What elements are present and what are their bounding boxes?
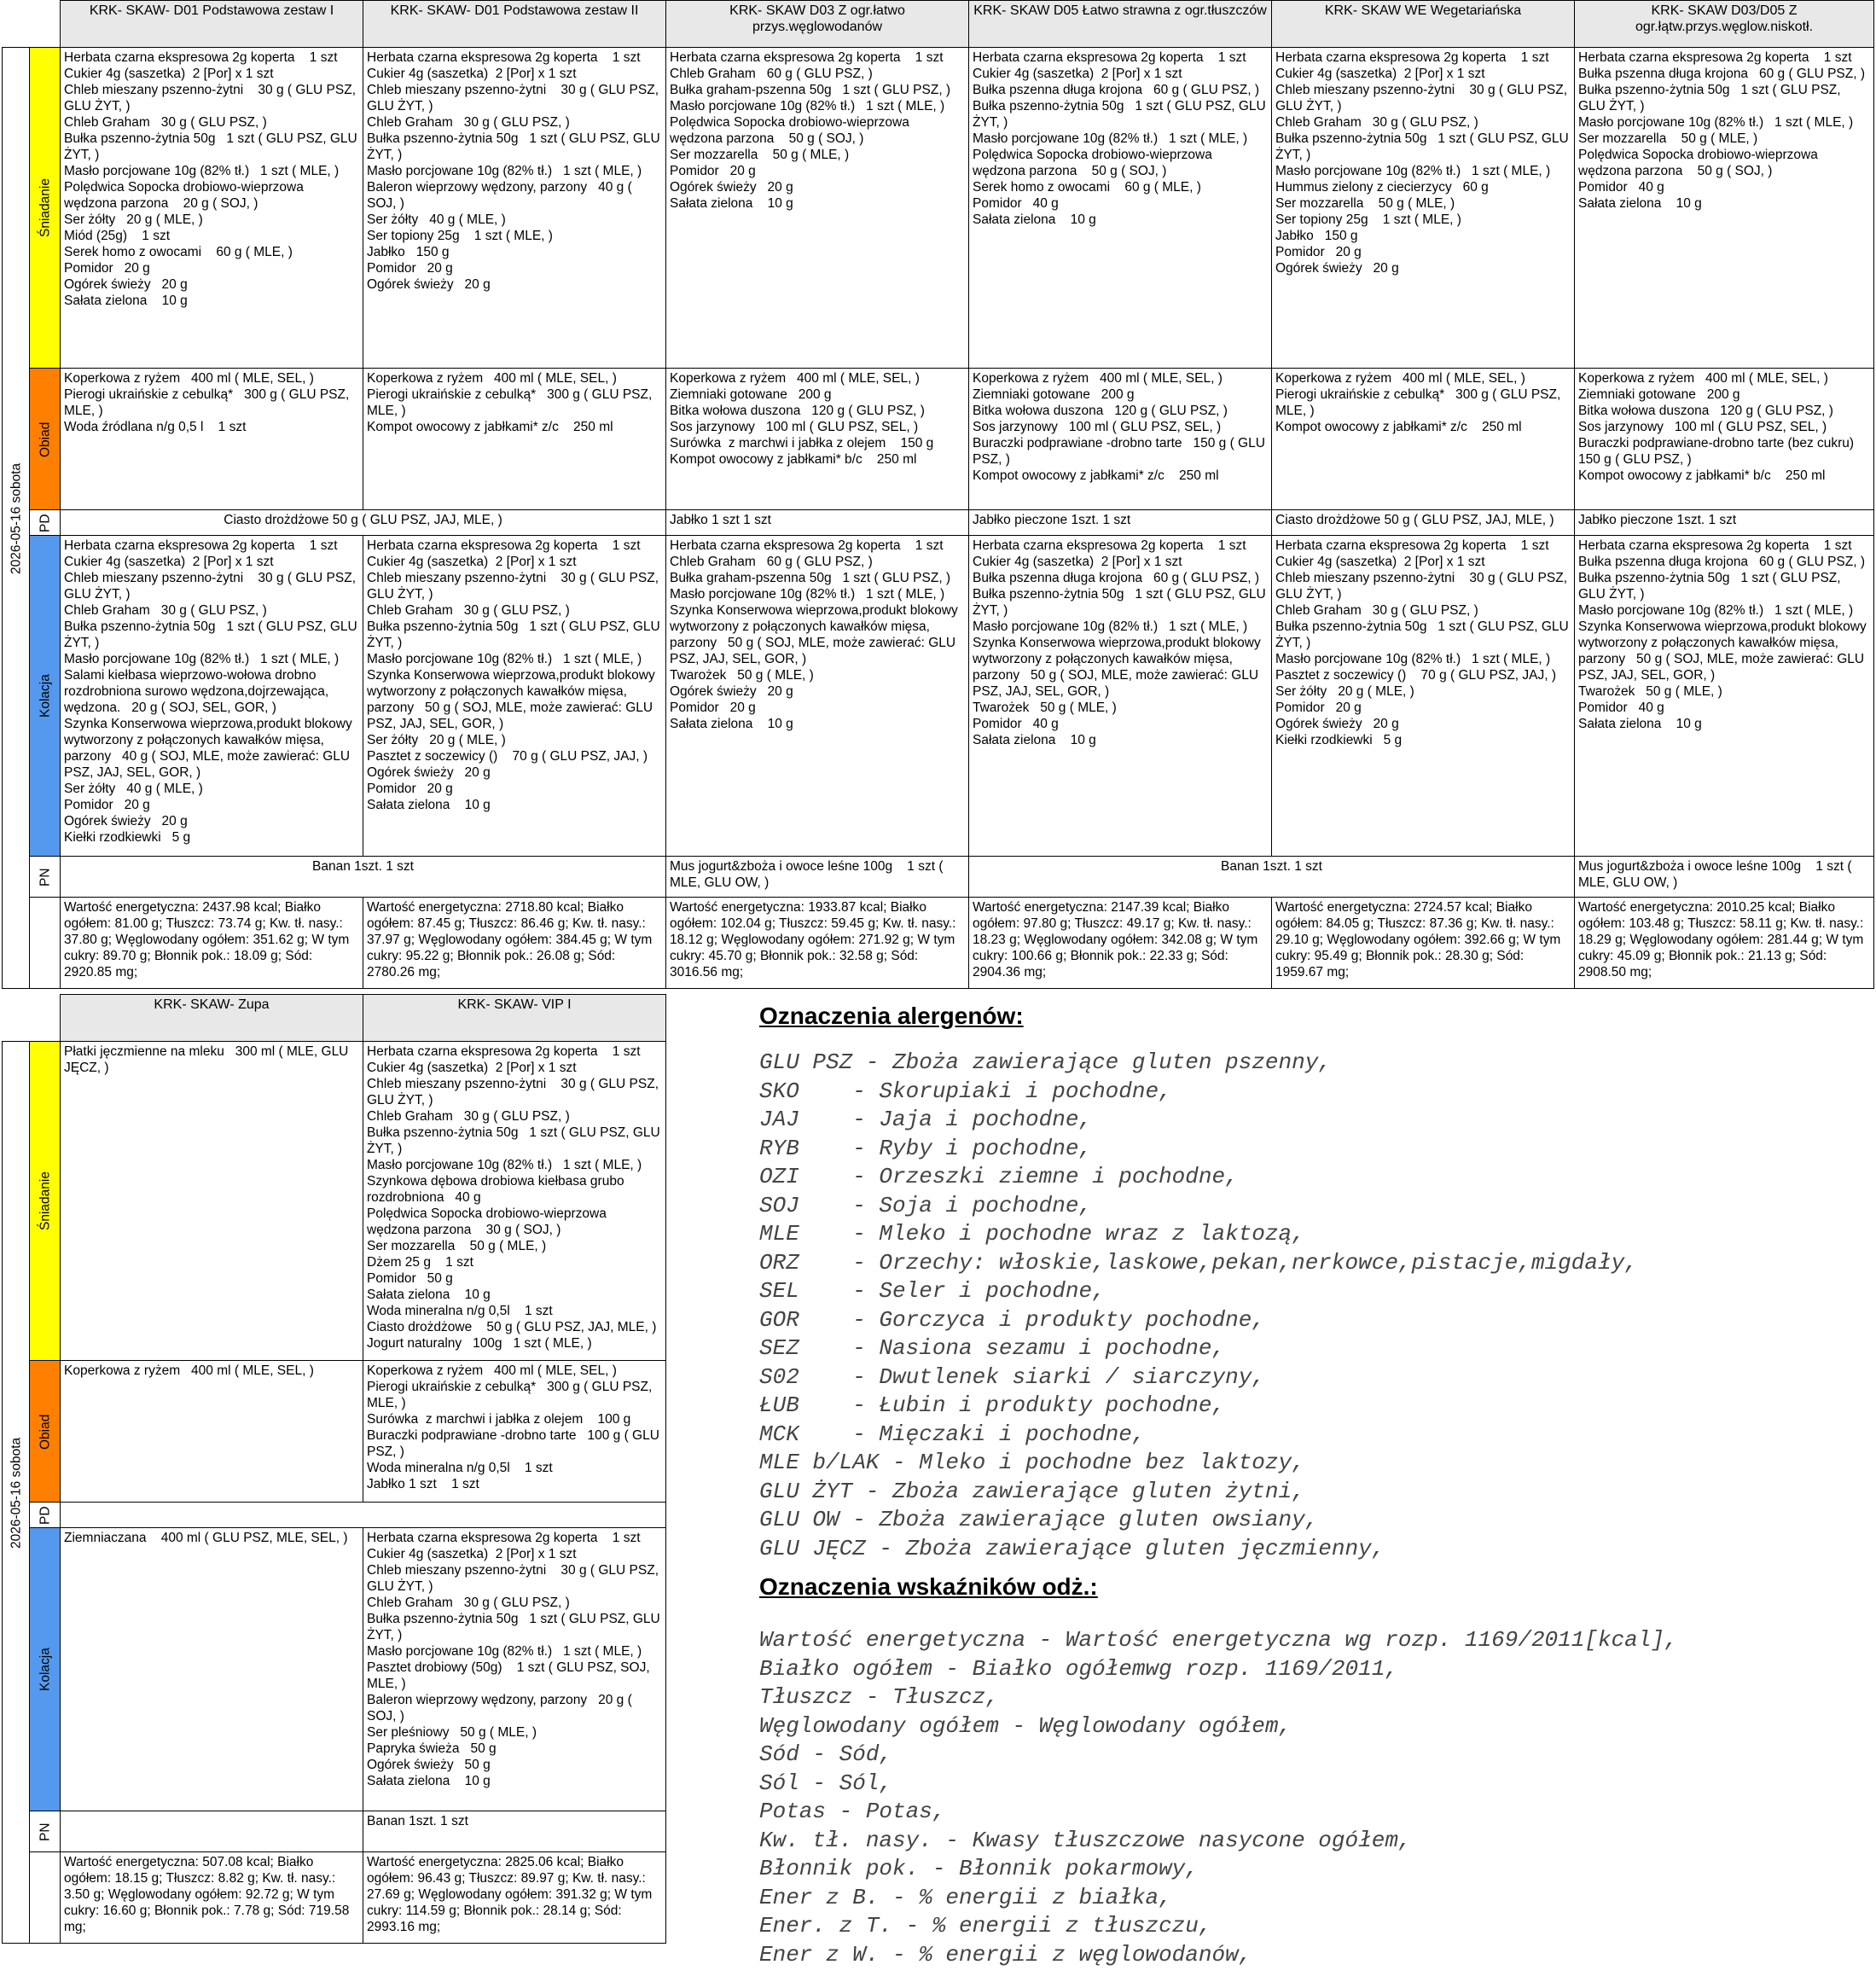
diet-header: KRK- SKAW WE Wegetariańska	[1272, 1, 1575, 48]
menu-cell: Koperkowa z ryżem 400 ml ( MLE, SEL, ) Ziemniaki gotowane 200 g Bitka wołowa duszona 120 g ( GLU PSZ, ) Sos jarzynowy 100 ml ( GLU PSZ, SEL, ) Buraczki podprawiane -drobno tarte 150 g ( GLU PSZ, ) Kompot owocowy z jabłkami* z/c 250 ml	[969, 369, 1272, 510]
header-blank	[3, 1, 30, 48]
header-blank	[30, 995, 61, 1042]
menu-cell	[61, 1503, 666, 1528]
nutrition-cell: Wartość energetyczna: 1933.87 kcal; Białko ogółem: 102.04 g; Tłuszcz: 59.45 g; Kw. tł. nasy.: 18.12 g; Węglowodany ogółem: 271.92 g; W tym cukry: 45.70 g; Błonnik pok.: 32.58 g; Sód: 3016.56 mg;	[666, 898, 969, 989]
menu-cell: Koperkowa z ryżem 400 ml ( MLE, SEL, ) Ziemniaki gotowane 200 g Bitka wołowa duszona 120 g ( GLU PSZ, ) Sos jarzynowy 100 ml ( GLU PSZ, SEL, ) Buraczki podprawiane-drobno tarte (bez cukru) 150 g ( GLU PSZ, ) Kompot owocowy z jabłkami* b/c 250 ml	[1575, 369, 1874, 510]
date-label: 2026-05-16 sobota	[3, 1042, 30, 1944]
menu-cell: Jabłko pieczone 1szt. 1 szt	[969, 510, 1272, 536]
nutrition-cell: Wartość energetyczna: 2147.39 kcal; Białko ogółem: 97.80 g; Tłuszcz: 49.17 g; Kw. tł. nasy.: 18.23 g; Węglowodany ogółem: 342.08 g; W tym cukry: 100.66 g; Błonnik pok.: 22.33 g; Sód: 2904.36 mg;	[969, 898, 1272, 989]
diet-header: KRK- SKAW D03/D05 Z ogr.łątw.przys.węglow.niskotł.	[1575, 1, 1874, 48]
indicators-list: Wartość energetyczna - Wartość energetyczna wg rozp. 1169/2011[kcal], Białko ogółem - Białko ogółemwg rozp. 1169/2011, Tłuszcz - Tłuszcz, Węglowodany ogółem - Węglowodany ogółem, Sód - Sód, Sól - Sól, Potas - Potas, Kw. tł. nasy. - Kwasy tłuszczowe nasycone ogółem, Błonnik pok. - Błonnik pokarmowy, Ener z B. - % energii z białka, Ener. z T. - % energii z tłuszczu, Ener z W. - % energii z węglowodanów,	[759, 1627, 1678, 1968]
menu-cell: Płatki jęczmienne na mleku 300 ml ( MLE, GLU JĘCZ, )	[61, 1042, 363, 1361]
menu-cell: Jabłko pieczone 1szt. 1 szt	[1575, 510, 1874, 536]
meal-label-dinner: Kolacja	[30, 1528, 61, 1811]
indicators-title: Oznaczenia wskaźników odż.:	[759, 1573, 1098, 1600]
menu-cell: Herbata czarna ekspresowa 2g koperta 1 szt Cukier 4g (saszetka) 2 [Por] x 1 szt Bułka pszenna długa krojona 60 g ( GLU PSZ, ) Bułka pszenno-żytnia 50g 1 szt ( GLU PSZ, GLU ŻYT, ) Masło porcjowane 10g (82% tł.) 1 szt ( MLE, ) Polędwica Sopocka drobiowo-wieprzowa wędzona parzona 50 g ( SOJ, ) Serek homo z owocami 60 g ( MLE, ) Pomidor 40 g Sałata zielona 10 g	[969, 48, 1272, 369]
meal-label-snack: PD	[30, 510, 61, 536]
nutrition-cell: Wartość energetyczna: 2010.25 kcal; Białko ogółem: 103.48 g; Tłuszcz: 58.11 g; Kw. tł. nasy.: 18.29 g; Węglowodany ogółem: 281.44 g; W tym cukry: 45.09 g; Błonnik pok.: 21.13 g; Sód: 2908.50 mg;	[1575, 898, 1874, 989]
menu-cell: Koperkowa z ryżem 400 ml ( MLE, SEL, ) Pierogi ukraińskie z cebulką* 300 g ( GLU PSZ, MLE, ) Woda źródlana n/g 0,5 l 1 szt	[61, 369, 363, 510]
menu-cell: Banan 1szt. 1 szt	[969, 857, 1575, 898]
meal-label-dinner: Kolacja	[30, 536, 61, 857]
diet-header: KRK- SKAW- D01 Podstawowa zestaw I	[61, 1, 363, 48]
menu-cell: Ciasto drożdżowe 50 g ( GLU PSZ, JAJ, MLE, )	[1272, 510, 1575, 536]
menu-cell: Koperkowa z ryżem 400 ml ( MLE, SEL, ) Pierogi ukraińskie z cebulką* 300 g ( GLU PSZ, MLE, ) Kompot owocowy z jabłkami* z/c 250 ml	[1272, 369, 1575, 510]
meal-label-lunch: Obiad	[30, 1361, 61, 1503]
menu-cell: Jabłko 1 szt 1 szt	[666, 510, 969, 536]
menu-cell: Herbata czarna ekspresowa 2g koperta 1 szt Bułka pszenna długa krojona 60 g ( GLU PSZ, ) Bułka pszenno-żytnia 50g 1 szt ( GLU PSZ, GLU ŻYT, ) Masło porcjowane 10g (82% tł.) 1 szt ( MLE, ) Ser mozzarella 50 g ( MLE, ) Polędwica Sopocka drobiowo-wieprzowa wędzona parzona 50 g ( SOJ, ) Pomidor 40 g Sałata zielona 10 g	[1575, 48, 1874, 369]
menu-cell	[61, 1811, 363, 1852]
date-label: 2026-05-16 sobota	[3, 48, 30, 989]
nutrition-cell: Wartość energetyczna: 2825.06 kcal; Białko ogółem: 96.43 g; Tłuszcz: 89.97 g; Kw. tł. nasy.: 27.69 g; Węglowodany ogółem: 391.32 g; W tym cukry: 114.59 g; Błonnik pok.: 28.14 g; Sód: 2993.16 mg;	[363, 1852, 666, 1944]
diet-header: KRK- SKAW- VIP I	[363, 995, 666, 1042]
nutrition-cell: Wartość energetyczna: 2724.57 kcal; Białko ogółem: 84.05 g; Tłuszcz: 87.36 g; Kw. tł. nasy.: 29.10 g; Węglowodany ogółem: 392.66 g; W tym cukry: 95.49 g; Błonnik pok.: 28.30 g; Sód: 1959.67 mg;	[1272, 898, 1575, 989]
diet-header: KRK- SKAW D03 Z ogr.łatwo przys.węglowodanów	[666, 1, 969, 48]
menu-cell: Ciasto drożdżowe 50 g ( GLU PSZ, JAJ, MLE, )	[61, 510, 666, 536]
header-blank	[3, 995, 30, 1042]
meal-label-snack: PD	[30, 1503, 61, 1528]
nutrition-cell: Wartość energetyczna: 2437.98 kcal; Białko ogółem: 81.00 g; Tłuszcz: 73.74 g; Kw. tł. nasy.: 37.80 g; Węglowodany ogółem: 351.62 g; W tym cukry: 89.70 g; Błonnik pok.: 18.09 g; Sód: 2920.85 mg;	[61, 898, 363, 989]
legend	[759, 1003, 1860, 1969]
nutrition-label	[30, 898, 61, 989]
menu-cell: Herbata czarna ekspresowa 2g koperta 1 szt Cukier 4g (saszetka) 2 [Por] x 1 szt Chleb mieszany pszenno-żytni 30 g ( GLU PSZ, GLU ŻYT, ) Chleb Graham 30 g ( GLU PSZ, ) Bułka pszenno-żytnia 50g 1 szt ( GLU PSZ, GLU ŻYT, ) Masło porcjowane 10g (82% tł.) 1 szt ( MLE, ) Baleron wieprzowy wędzony, parzony 40 g ( SOJ, ) Ser żółty 40 g ( MLE, ) Ser topiony 25g 1 szt ( MLE, ) Jabłko 150 g Pomidor 20 g Ogórek świeży 20 g	[363, 48, 666, 369]
menu-cell: Ziemniaczana 400 ml ( GLU PSZ, MLE, SEL, )	[61, 1528, 363, 1811]
menu-cell: Herbata czarna ekspresowa 2g koperta 1 szt Cukier 4g (saszetka) 2 [Por] x 1 szt Bułka pszenna długa krojona 60 g ( GLU PSZ, ) Bułka pszenno-żytnia 50g 1 szt ( GLU PSZ, GLU ŻYT, ) Masło porcjowane 10g (82% tł.) 1 szt ( MLE, ) Szynka Konserwowa wieprzowa,produkt blokowy wytworzony z połączonych kawałków mięsa, parzony 50 g ( SOJ, MLE, może zawierać: GLU PSZ, JAJ, SEL, GOR, ) Twarożek 50 g ( MLE, ) Pomidor 40 g Sałata zielona 10 g	[969, 536, 1272, 857]
menu-cell: Herbata czarna ekspresowa 2g koperta 1 szt Chleb Graham 60 g ( GLU PSZ, ) Bułka graham-pszenna 50g 1 szt ( GLU PSZ, ) Masło porcjowane 10g (82% tł.) 1 szt ( MLE, ) Polędwica Sopocka drobiowo-wieprzowa wędzona parzona 50 g ( SOJ, ) Ser mozzarella 50 g ( MLE, ) Pomidor 20 g Ogórek świeży 20 g Sałata zielona 10 g	[666, 48, 969, 369]
allergens-list: GLU PSZ - Zboża zawierające gluten pszenny, SKO - Skorupiaki i pochodne, JAJ - Jaja i pochodne, RYB - Ryby i pochodne, OZI - Orzeszki ziemne i pochodne, SOJ - Soja i pochodne, MLE - Mleko i pochodne wraz z laktozą, ORZ - Orzechy: włoskie,laskowe,pekan,nerkowce,pistacje,migdały, SEL - Seler i pochodne, GOR - Gorczyca i produkty pochodne, SEZ - Nasiona sezamu i pochodne, S02 - Dwutlenek siarki / siarczyny, ŁUB - Łubin i produkty pochodne, MCK - Mięczaki i pochodne, MLE b/LAK - Mleko i pochodne bez laktozy, GLU ŻYT - Zboża zawierające gluten żytni, GLU OW - Zboża zawierające gluten owsiany, GLU JĘCZ - Zboża zawierające gluten jęczmienny,	[759, 1049, 1638, 1561]
menu-cell: Herbata czarna ekspresowa 2g koperta 1 szt Cukier 4g (saszetka) 2 [Por] x 1 szt Chleb mieszany pszenno-żytni 30 g ( GLU PSZ, GLU ŻYT, ) Chleb Graham 30 g ( GLU PSZ, ) Bułka pszenno-żytnia 50g 1 szt ( GLU PSZ, GLU ŻYT, ) Masło porcjowane 10g (82% tł.) 1 szt ( MLE, ) Hummus zielony z ciecierzycy 60 g Ser mozzarella 50 g ( MLE, ) Ser topiony 25g 1 szt ( MLE, ) Jabłko 150 g Pomidor 20 g Ogórek świeży 20 g	[1272, 48, 1575, 369]
menu-table-bottom	[2, 994, 666, 1944]
nutrition-label	[30, 1852, 61, 1944]
menu-table-top	[2, 0, 1874, 989]
menu-cell: Herbata czarna ekspresowa 2g koperta 1 szt Cukier 4g (saszetka) 2 [Por] x 1 szt Chleb mieszany pszenno-żytni 30 g ( GLU PSZ, GLU ŻYT, ) Chleb Graham 30 g ( GLU PSZ, ) Bułka pszenno-żytnia 50g 1 szt ( GLU PSZ, GLU ŻYT, ) Masło porcjowane 10g (82% tł.) 1 szt ( MLE, ) Szynka Konserwowa wieprzowa,produkt blokowy wytworzony z połączonych kawałków mięsa, parzony 50 g ( SOJ, MLE, może zawierać: GLU PSZ, JAJ, SEL, GOR, ) Ser żółty 20 g ( MLE, ) Pasztet z soczewicy () 70 g ( GLU PSZ, JAJ, ) Ogórek świeży 20 g Pomidor 20 g Sałata zielona 10 g	[363, 536, 666, 857]
menu-cell: Herbata czarna ekspresowa 2g koperta 1 szt Cukier 4g (saszetka) 2 [Por] x 1 szt Chleb mieszany pszenno-żytni 30 g ( GLU PSZ, GLU ŻYT, ) Chleb Graham 30 g ( GLU PSZ, ) Bułka pszenno-żytnia 50g 1 szt ( GLU PSZ, GLU ŻYT, ) Masło porcjowane 10g (82% tł.) 1 szt ( MLE, ) Pasztet z soczewicy () 70 g ( GLU PSZ, JAJ, ) Ser żółty 20 g ( MLE, ) Pomidor 20 g Ogórek świeży 20 g Kiełki rzodkiewki 5 g	[1272, 536, 1575, 857]
menu-cell: Koperkowa z ryżem 400 ml ( MLE, SEL, ) Pierogi ukraińskie z cebulką* 300 g ( GLU PSZ, MLE, ) Surówka z marchwi i jabłka z olejem 100 g Buraczki podprawiane -drobno tarte 100 g ( GLU PSZ, ) Woda mineralna n/g 0,5l 1 szt Jabłko 1 szt 1 szt	[363, 1361, 666, 1503]
meal-label-evening-snack: PN	[30, 1811, 61, 1852]
menu-cell: Banan 1szt. 1 szt	[61, 857, 666, 898]
menu-cell: Herbata czarna ekspresowa 2g koperta 1 szt Cukier 4g (saszetka) 2 [Por] x 1 szt Chleb mieszany pszenno-żytni 30 g ( GLU PSZ, GLU ŻYT, ) Chleb Graham 30 g ( GLU PSZ, ) Bułka pszenno-żytnia 50g 1 szt ( GLU PSZ, GLU ŻYT, ) Masło porcjowane 10g (82% tł.) 1 szt ( MLE, ) Pasztet drobiowy (50g) 1 szt ( GLU PSZ, SOJ, MLE, ) Baleron wieprzowy wędzony, parzony 20 g ( SOJ, ) Ser pleśniowy 50 g ( MLE, ) Papryka świeża 50 g Ogórek świeży 50 g Sałata zielona 10 g	[363, 1528, 666, 1811]
nutrition-cell: Wartość energetyczna: 2718.80 kcal; Białko ogółem: 87.45 g; Tłuszcz: 86.46 g; Kw. tł. nasy.: 37.97 g; Węglowodany ogółem: 384.45 g; W tym cukry: 95.22 g; Błonnik pok.: 26.08 g; Sód: 2780.26 mg;	[363, 898, 666, 989]
diet-header: KRK- SKAW- Zupa	[61, 995, 363, 1042]
menu-cell: Herbata czarna ekspresowa 2g koperta 1 szt Cukier 4g (saszetka) 2 [Por] x 1 szt Chleb mieszany pszenno-żytni 30 g ( GLU PSZ, GLU ŻYT, ) Chleb Graham 30 g ( GLU PSZ, ) Bułka pszenno-żytnia 50g 1 szt ( GLU PSZ, GLU ŻYT, ) Masło porcjowane 10g (82% tł.) 1 szt ( MLE, ) Salami kiełbasa wieprzowo-wołowa drobno rozdrobniona surowo wędzona,dojrzewająca, wędzona. 20 g ( SOJ, SEL, GOR, ) Szynka Konserwowa wieprzowa,produkt blokowy wytworzony z połączonych kawałków mięsa, parzony 40 g ( SOJ, MLE, może zawierać: GLU PSZ, JAJ, SEL, GOR, ) Ser żółty 40 g ( MLE, ) Pomidor 20 g Ogórek świeży 20 g Kiełki rzodkiewki 5 g	[61, 536, 363, 857]
meal-label-breakfast: Śniadanie	[30, 1042, 61, 1361]
menu-cell: Herbata czarna ekspresowa 2g koperta 1 szt Cukier 4g (saszetka) 2 [Por] x 1 szt Chleb mieszany pszenno-żytni 30 g ( GLU PSZ, GLU ŻYT, ) Chleb Graham 30 g ( GLU PSZ, ) Bułka pszenno-żytnia 50g 1 szt ( GLU PSZ, GLU ŻYT, ) Masło porcjowane 10g (82% tł.) 1 szt ( MLE, ) Szynkowa dębowa drobiowa kiełbasa grubo rozdrobniona 40 g Polędwica Sopocka drobiowo-wieprzowa wędzona parzona 30 g ( SOJ, ) Ser mozzarella 50 g ( MLE, ) Dżem 25 g 1 szt Pomidor 50 g Sałata zielona 10 g Woda mineralna n/g 0,5l 1 szt Ciasto drożdżowe 50 g ( GLU PSZ, JAJ, MLE, ) Jogurt naturalny 100g 1 szt ( MLE, )	[363, 1042, 666, 1361]
meal-label-lunch: Obiad	[30, 369, 61, 510]
menu-cell: Herbata czarna ekspresowa 2g koperta 1 szt Bułka pszenna długa krojona 60 g ( GLU PSZ, ) Bułka pszenno-żytnia 50g 1 szt ( GLU PSZ, GLU ŻYT, ) Masło porcjowane 10g (82% tł.) 1 szt ( MLE, ) Szynka Konserwowa wieprzowa,produkt blokowy wytworzony z połączonych kawałków mięsa, parzony 50 g ( SOJ, MLE, może zawierać: GLU PSZ, JAJ, SEL, GOR, ) Twarożek 50 g ( MLE, ) Pomidor 40 g Sałata zielona 10 g	[1575, 536, 1874, 857]
header-blank	[30, 1, 61, 48]
meal-label-breakfast: Śniadanie	[30, 48, 61, 369]
menu-cell: Herbata czarna ekspresowa 2g koperta 1 szt Chleb Graham 60 g ( GLU PSZ, ) Bułka graham-pszenna 50g 1 szt ( GLU PSZ, ) Masło porcjowane 10g (82% tł.) 1 szt ( MLE, ) Szynka Konserwowa wieprzowa,produkt blokowy wytworzony z połączonych kawałków mięsa, parzony 50 g ( SOJ, MLE, może zawierać: GLU PSZ, JAJ, SEL, GOR, ) Twarożek 50 g ( MLE, ) Ogórek świeży 20 g Pomidor 20 g Sałata zielona 10 g	[666, 536, 969, 857]
allergens-title: Oznaczenia alergenów:	[759, 1003, 1024, 1029]
diet-header: KRK- SKAW- D01 Podstawowa zestaw II	[363, 1, 666, 48]
menu-cell: Koperkowa z ryżem 400 ml ( MLE, SEL, ) Ziemniaki gotowane 200 g Bitka wołowa duszona 120 g ( GLU PSZ, ) Sos jarzynowy 100 ml ( GLU PSZ, SEL, ) Surówka z marchwi i jabłka z olejem 150 g Kompot owocowy z jabłkami* b/c 250 ml	[666, 369, 969, 510]
menu-cell: Mus jogurt&zboża i owoce leśne 100g 1 szt ( MLE, GLU OW, )	[1575, 857, 1874, 898]
menu-cell: Koperkowa z ryżem 400 ml ( MLE, SEL, )	[61, 1361, 363, 1503]
nutrition-cell: Wartość energetyczna: 507.08 kcal; Białko ogółem: 18.15 g; Tłuszcz: 8.82 g; Kw. tł. nasy.: 3.50 g; Węglowodany ogółem: 92.72 g; W tym cukry: 16.60 g; Błonnik pok.: 7.78 g; Sód: 719.58 mg;	[61, 1852, 363, 1944]
diet-header: KRK- SKAW D05 Łatwo strawna z ogr.tłuszczów	[969, 1, 1272, 48]
menu-cell: Herbata czarna ekspresowa 2g koperta 1 szt Cukier 4g (saszetka) 2 [Por] x 1 szt Chleb mieszany pszenno-żytni 30 g ( GLU PSZ, GLU ŻYT, ) Chleb Graham 30 g ( GLU PSZ, ) Bułka pszenno-żytnia 50g 1 szt ( GLU PSZ, GLU ŻYT, ) Masło porcjowane 10g (82% tł.) 1 szt ( MLE, ) Polędwica Sopocka drobiowo-wieprzowa wędzona parzona 20 g ( SOJ, ) Ser żółty 20 g ( MLE, ) Miód (25g) 1 szt Serek homo z owocami 60 g ( MLE, ) Pomidor 20 g Ogórek świeży 20 g Sałata zielona 10 g	[61, 48, 363, 369]
menu-cell: Koperkowa z ryżem 400 ml ( MLE, SEL, ) Pierogi ukraińskie z cebulką* 300 g ( GLU PSZ, MLE, ) Kompot owocowy z jabłkami* z/c 250 ml	[363, 369, 666, 510]
menu-cell: Mus jogurt&zboża i owoce leśne 100g 1 szt ( MLE, GLU OW, )	[666, 857, 969, 898]
meal-label-evening-snack: PN	[30, 857, 61, 898]
menu-cell: Banan 1szt. 1 szt	[363, 1811, 666, 1852]
